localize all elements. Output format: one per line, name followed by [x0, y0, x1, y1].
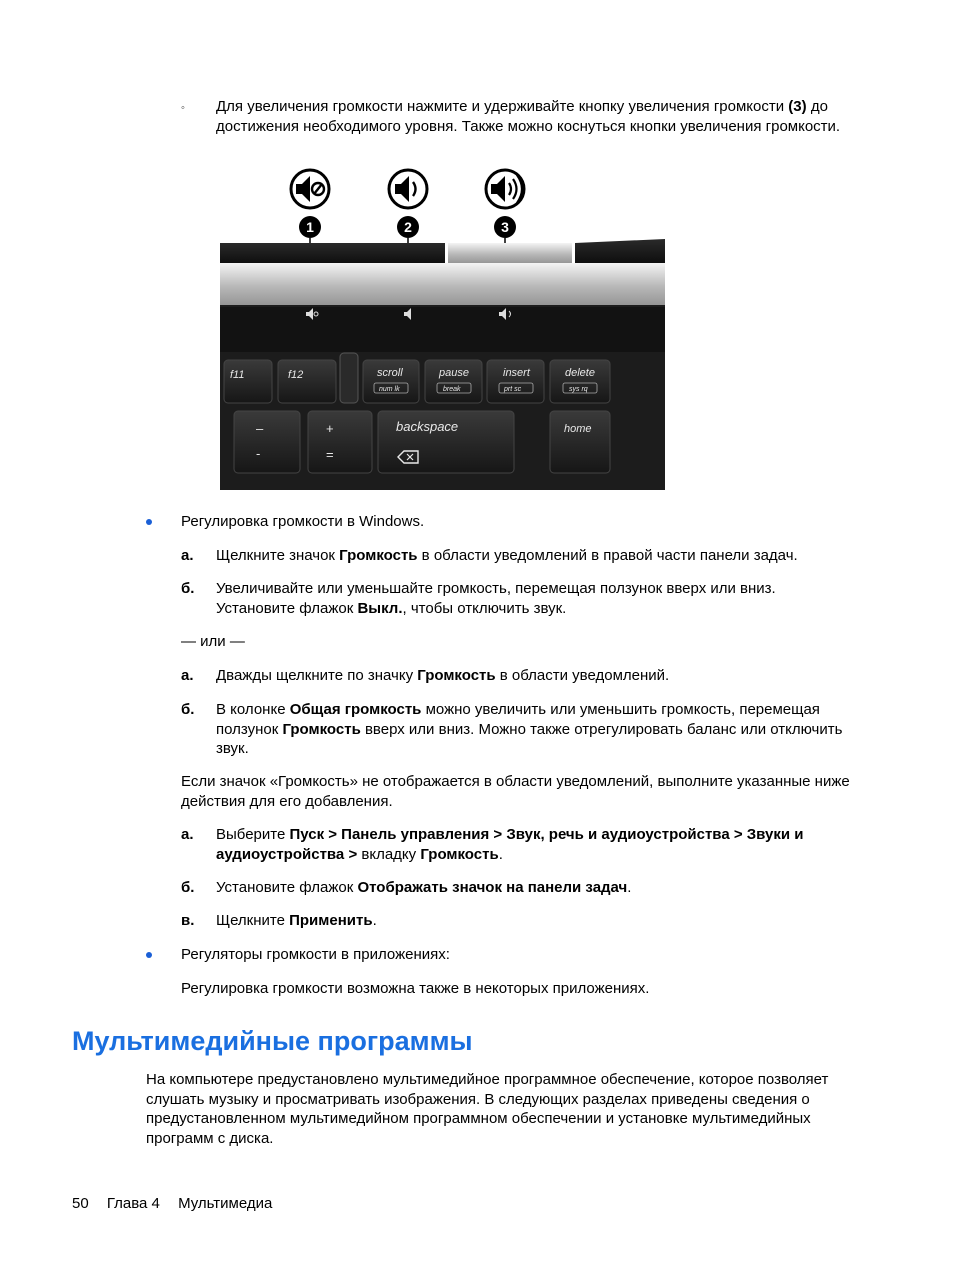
key-home	[550, 411, 610, 473]
key-plus	[308, 411, 372, 473]
section-body: На компьютере предустановлено мультимедийное программное обеспечение, которое позволяет слушать музыку и просматривать изображения. В следующих разделах приведены сведения о предустановленном мультимедийном программном обеспечении и установке мультимедийных программ с диска.	[146, 1071, 829, 1147]
svg-text:home: home	[564, 423, 592, 435]
svg-text:–: –	[256, 421, 264, 436]
svg-text:prt sc: prt sc	[504, 386, 522, 393]
svg-text:delete: delete	[565, 367, 595, 379]
step-letter: а.	[181, 547, 194, 564]
step-letter: б.	[181, 580, 195, 597]
svg-text:=: =	[326, 447, 334, 462]
step-a3-text: Выберите Пуск > Панель управления > Звук, речь и аудиоустройства > Звуки и аудиоустройства > вкладку Громкость.	[216, 826, 804, 863]
step-b3-text: Установите флажок Отображать значок на панели задач.	[216, 879, 632, 896]
bullet-marker	[146, 519, 152, 525]
speaker-mute-icon	[291, 170, 329, 208]
windows-volume-heading: Регулировка громкости в Windows.	[181, 513, 425, 530]
svg-text:pause: pause	[439, 367, 469, 379]
key-minus	[234, 411, 300, 473]
svg-text:3: 3	[501, 219, 509, 235]
step-c3-text: Щелкните Применить.	[216, 912, 377, 929]
svg-text:1: 1	[306, 219, 314, 235]
step-letter: б.	[181, 701, 195, 718]
or-separator: — или —	[181, 633, 245, 650]
step-b2-text: В колонке Общая громкость можно увеличить или уменьшить громкость, перемещая ползунок Громкость вверх или вниз. Можно также отрегулировать баланс или отключить звук.	[216, 701, 843, 757]
key-gap	[340, 353, 358, 403]
key-f11	[224, 360, 272, 403]
svg-text:break: break	[443, 386, 461, 393]
svg-text:sys rq: sys rq	[569, 386, 588, 393]
volume-up-instruction: Для увеличения громкости нажмите и удерживайте кнопку увеличения громкости (3) до достижения необходимого уровня. Также можно коснуться кнопки увеличения громкости.	[216, 98, 841, 135]
svg-text:scroll: scroll	[377, 367, 403, 379]
note-text: Если значок «Громкость» не отображается в области уведомлений, выполните указанные ниже действия для его добавления.	[181, 773, 850, 810]
speaker-up-icon	[486, 170, 524, 208]
sub-bullet-marker: ◦	[181, 102, 185, 114]
svg-text:num lk: num lk	[379, 386, 400, 393]
step-letter: а.	[181, 667, 194, 684]
step-letter: б.	[181, 879, 195, 896]
svg-text:-: -	[256, 446, 261, 461]
section-title: Мультимедийные программы	[72, 1026, 473, 1056]
apps-volume-text: Регулировка громкости возможна также в некоторых приложениях.	[181, 980, 650, 997]
volume-keys-figure	[220, 165, 670, 490]
svg-text:2: 2	[404, 219, 412, 235]
step-a2-text: Дважды щелкните по значку Громкость в области уведомлений.	[216, 667, 670, 684]
step-a1-text: Щелкните значок Громкость в области уведомлений в правой части панели задач.	[216, 547, 798, 564]
bullet-marker	[146, 952, 152, 958]
step-letter: а.	[181, 826, 194, 843]
svg-text:insert: insert	[503, 367, 530, 379]
step-letter: в.	[181, 912, 195, 929]
chapter-title: Мультимедиа	[178, 1195, 273, 1212]
apps-volume-heading: Регуляторы громкости в приложениях:	[181, 946, 450, 963]
svg-text:f11: f11	[230, 369, 245, 381]
svg-text:+: +	[326, 421, 334, 436]
page-number: 50	[72, 1195, 89, 1212]
key-f12	[278, 360, 336, 403]
svg-text:backspace: backspace	[396, 419, 459, 434]
chapter-label: Глава 4	[106, 1195, 160, 1212]
svg-text:f12: f12	[288, 369, 304, 381]
speaker-down-icon	[389, 170, 427, 208]
step-b1-text: Увеличивайте или уменьшайте громкость, перемещая ползунок вверх или вниз. Установите флажок Выкл., чтобы отключить звук.	[216, 580, 776, 617]
page-footer	[72, 1194, 286, 1214]
